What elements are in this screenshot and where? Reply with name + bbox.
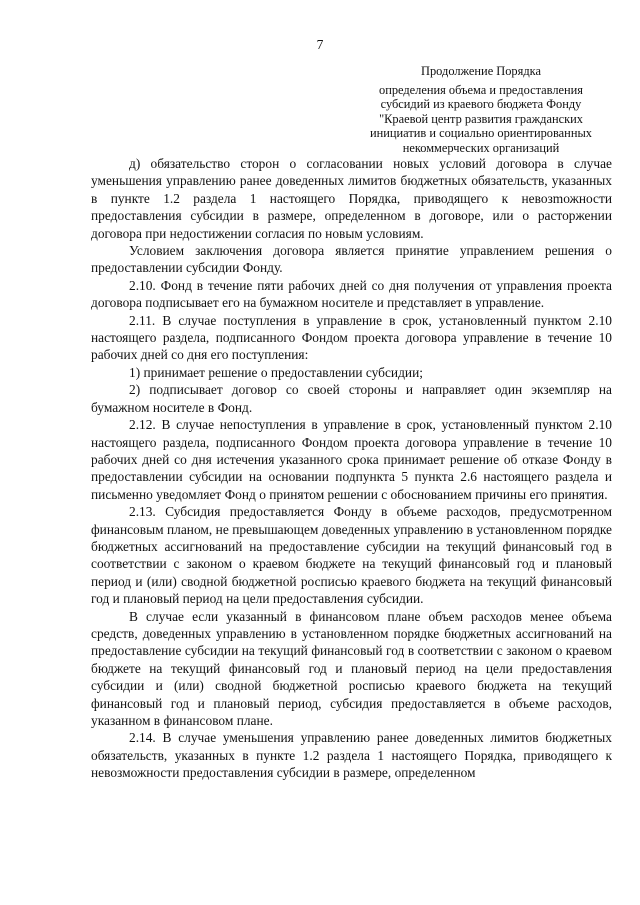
- paragraph-2-14: 2.14. В случае уменьшения управлению ранее доведенных лимитов бюджетных обязательств, указанных в пункте 1.2 раздела 1 настоящего Порядка, приводящего к невозможности предоставления субсидии в размере, определенном: [91, 730, 612, 781]
- paragraph-2-11-item-1: 1) принимает решение о предоставлении субсидии;: [129, 364, 423, 380]
- paragraph-clause-d: д) обязательство сторон о согласовании новых условий договора в случае уменьшения управлению ранее доведенных лимитов бюджетных обязательств, указанных в пункте 1.2 раздела 1 настоящего Порядка, приводящего к невозmожности предоставления субсидии в размере, определенном в договоре, или о расторжении договора при недостижении согласия по новым условиям.: [91, 156, 612, 241]
- document-header: [360, 64, 602, 156]
- header-line: субсидий из краевого бюджета Фонду: [380, 97, 582, 112]
- header-line: Продолжение Порядка: [421, 64, 541, 78]
- header-line: некоммерческих организаций: [402, 140, 560, 155]
- paragraph-2-10: 2.10. Фонд в течение пяти рабочих дней со дня получения от управления проекта договора подписывает его на бумажном носителе и представляет в управление.: [91, 277, 612, 311]
- header-line: определения объема и предоставления: [379, 82, 583, 97]
- header-line: инициатив и социально ориентированных: [370, 126, 592, 141]
- paragraph-2-11-item-2: 2) подписывает договор со своей стороны и направляет один экземпляр на бумажном носителе в Фонд.: [91, 382, 612, 415]
- paragraph-2-13: 2.13. Субсидия предоставляется Фонду в объеме расходов, предусмотренном финансовым планом, не превышающем доведенных управлению в установленном порядке бюджетных ассигнований на предоставление субсидии на текущий финансовый год в соответствии с законом о краевом бюджете на текущий финансовый год и плановый период и (или) сводной бюджетной росписью краевого бюджета на текущий финансовый год и плановый период на цели предоставления субсидии.: [91, 504, 612, 607]
- header-line: "Краевой центр развития гражданских: [379, 111, 583, 126]
- paragraph-2-12: 2.12. В случае непоступления в управление в срок, установленный пунктом 2.10 настоящего раздела, подписанного Фондом проекта договора управление в течение 10 рабочих дней со дня истечения указанного срока принимает решение об отказе Фонду в предоставлении субсидии на основании подпункта 5 пункта 2.6 настоящего раздела и письменно уведомляет Фонд о принятом решении с обоснованием причины его принятия.: [91, 417, 612, 502]
- paragraph-2-13-continued: В случае если указанный в финансовом плане объем расходов менее объема средств, доведенных управлению в установленном порядке бюджетных ассигнований на предоставление субсидии на текущий финансовый год в соответствии с законом о краевом бюджете на текущий финансовый год и плановый период на цели предоставления субсидии и (или) сводной бюджетной росписью краевого бюджета на текущий финансовый год и плановый период, субсидия предоставляется в объеме расходов, указанном в финансовом плане.: [91, 608, 612, 728]
- page-number: 7: [316, 37, 324, 52]
- paragraph-2-11: 2.11. В случае поступления в управление в срок, установленный пунктом 2.10 настоящего раздела, подписанного Фондом проекта договора управление в течение 10 рабочих дней со дня его поступления:: [91, 312, 612, 363]
- paragraph-contract-condition: Условием заключения договора является принятие управлением решения о предоставлении субсидии Фонду.: [91, 243, 612, 276]
- document-body: [91, 155, 612, 782]
